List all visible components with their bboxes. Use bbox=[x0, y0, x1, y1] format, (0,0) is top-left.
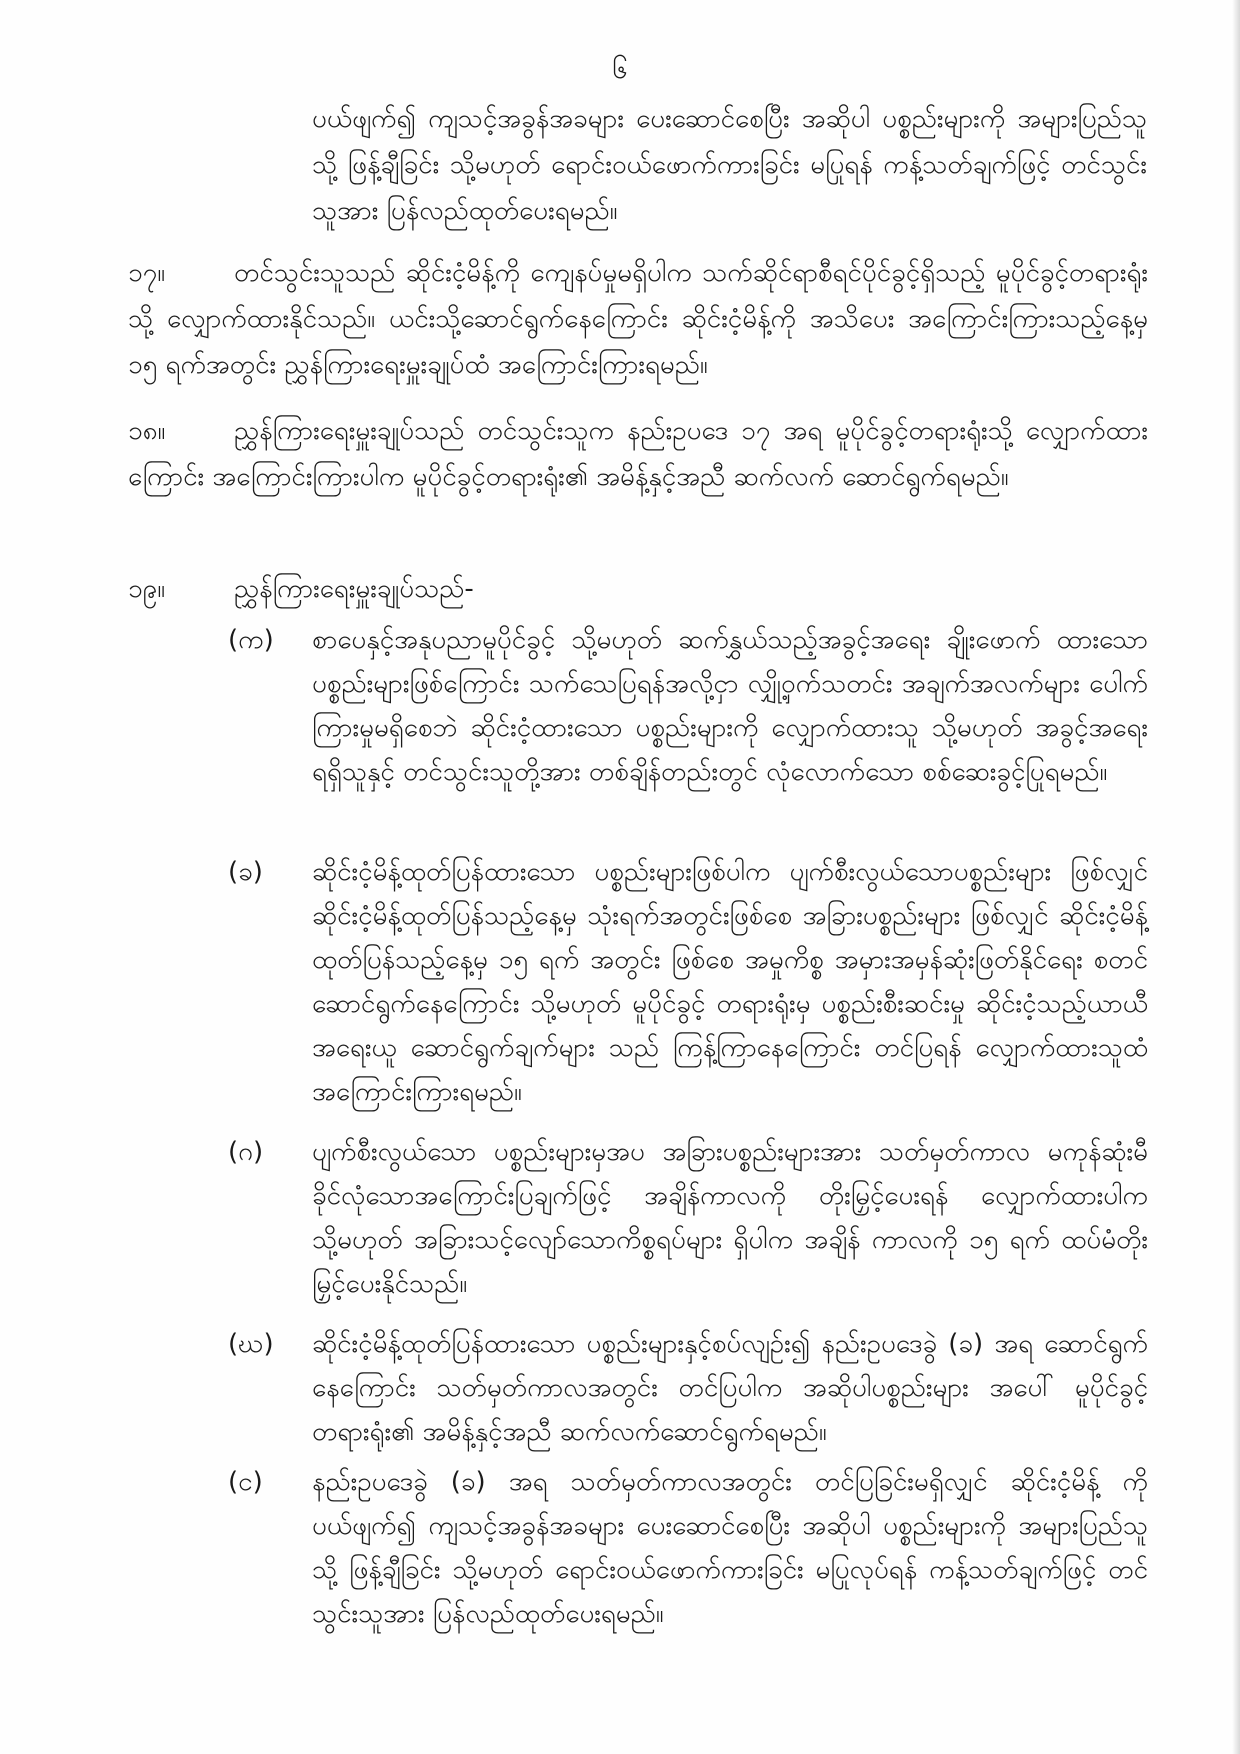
section-text: ညွှန်ကြားရေးမှူးချုပ်သည်- bbox=[234, 574, 474, 604]
subsection-text: စာပေနှင့်အနုပညာမူပိုင်ခွင့် သို့မဟုတ် ဆက်နွှယ်သည့်အခွင့်အရေး ချိုးဖောက် ထားသော ပစ္စည်းများဖြစ်ကြောင်း သက်သေပြရန်အလို့ငှာ လျှို့ဝှက်သတင်း အချက်အလက်များ ပေါက်ကြားမှုမရှိစေဘဲ ဆိုင်းငံ့ထားသော ပစ္စည်းများကို လျှောက်ထားသူ သို့မဟုတ် အခွင့်အရေးရရှိသူနှင့် တင်သွင်းသူတို့အား တစ်ချိန်တည်းတွင် လုံလောက်သော စစ်ဆေးခွင့်ပြုရမည်။ bbox=[312, 625, 1148, 787]
section-number: ၁၉။ bbox=[128, 574, 166, 604]
subsection-label: (င) bbox=[228, 1467, 263, 1497]
section-text: တင်သွင်းသူသည် ဆိုင်းငံ့မိန့်ကို ကျေနပ်မှုမရှိပါက သက်ဆိုင်ရာစီရင်ပိုင်ခွင့်ရှိသည့် မူပိုင်ခွင့်တရားရုံးသို့ လျှောက်ထားနိုင်သည်။ ယင်းသို့ဆောင်ရွက်နေကြောင်း ဆိုင်းငံ့မိန့်ကို အသိပေး အကြောင်းကြားသည့်နေ့မှ ၁၅ ရက်အတွင်း ညွှန်ကြားရေးမှူးချုပ်ထံ အကြောင်းကြားရမည်။ bbox=[128, 258, 1148, 380]
subsection-kha bbox=[228, 850, 1148, 1114]
subsection-text: ဆိုင်းငံ့မိန့်ထုတ်ပြန်ထားသော ပစ္စည်းများဖြစ်ပါက ပျက်စီးလွယ်သောပစ္စည်းများ ဖြစ်လျှင် ဆိုင်းငံ့မိန့်ထုတ်ပြန်သည့်နေ့မှ သုံးရက်အတွင်းဖြစ်စေ အခြားပစ္စည်းများ ဖြစ်လျှင် ဆိုင်းငံ့မိန့်ထုတ်ပြန်သည့်နေ့မှ ၁၅ ရက် အတွင်း ဖြစ်စေ အမှုကိစ္စ အမှားအမှန်ဆုံးဖြတ်နိုင်ရေး စတင်ဆောင်ရွက်နေကြောင်း သို့မဟုတ် မူပိုင်ခွင့် တရားရုံးမှ ပစ္စည်းစီးဆင်းမှု ဆိုင်းငံ့သည့်ယာယီအရေးယူ ဆောင်ရွက်ချက်များ သည် ကြန့်ကြာနေကြောင်း တင်ပြရန် လျှောက်ထားသူထံ အကြောင်းကြားရမည်။ bbox=[312, 857, 1148, 1107]
continuation-paragraph: ပယ်ဖျက်၍ ကျသင့်အခွန်အခများ ပေးဆောင်စေပြီး အဆိုပါ ပစ္စည်းများကို အများပြည်သူသို့ ဖြန့်ချီခြင်း သို့မဟုတ် ရောင်းဝယ်ဖောက်ကားခြင်း မပြုရန် ကန့်သတ်ချက်ဖြင့် တင်သွင်းသူအား ပြန်လည်ထုတ်ပေးရမည်။ bbox=[312, 104, 1147, 226]
section-number: ၁၈။ bbox=[128, 416, 166, 446]
page-number: ၆ bbox=[612, 54, 628, 85]
subsection-label: (ခ) bbox=[228, 857, 263, 887]
section-19 bbox=[128, 566, 1148, 612]
subsection-nga bbox=[228, 1460, 1148, 1636]
page-edge-shadow bbox=[1232, 0, 1240, 1754]
section-18 bbox=[128, 408, 1148, 500]
subsection-label: (ဃ) bbox=[228, 1329, 274, 1359]
subsection-text: နည်းဥပဒေခွဲ (ခ) အရ သတ်မှတ်ကာလအတွင်း တင်ပြခြင်းမရှိလျှင် ဆိုင်းငံ့မိန့် ကို ပယ်ဖျက်၍ ကျသင့်အခွန်အခများ ပေးဆောင်စေပြီး အဆိုပါ ပစ္စည်းများကို အများပြည်သူသို့ ဖြန့်ချီခြင်း သို့မဟုတ် ရောင်းဝယ်ဖောက်ကားခြင်း မပြုလုပ်ရန် ကန့်သတ်ချက်ဖြင့် တင်သွင်းသူအား ပြန်လည်ထုတ်ပေးရမည်။ bbox=[312, 1467, 1148, 1629]
subsection-text: ပျက်စီးလွယ်သော ပစ္စည်းများမှအပ အခြားပစ္စည်းများအား သတ်မှတ်ကာလ မကုန်ဆုံးမီ ခိုင်လုံသောအကြောင်းပြချက်ဖြင့် အချိန်ကာလကို တိုးမြှင့်ပေးရန် လျှောက်ထားပါက သို့မဟုတ် အခြားသင့်လျော်သောကိစ္စရပ်များ ရှိပါက အချိန် ကာလကို ၁၅ ရက် ထပ်မံတိုးမြှင့်ပေးနိုင်သည်။ bbox=[312, 1137, 1148, 1299]
section-text: ညွှန်ကြားရေးမှူးချုပ်သည် တင်သွင်းသူက နည်းဥပဒေ ၁၇ အရ မူပိုင်ခွင့်တရားရုံးသို့ လျှောက်ထားကြောင်း အကြောင်းကြားပါက မူပိုင်ခွင့်တရားရုံး၏ အမိန့်နှင့်အညီ ဆက်လက် ဆောင်ရွက်ရမည်။ bbox=[128, 416, 1148, 492]
section-number: ၁၇။ bbox=[128, 258, 166, 288]
subsection-label: (က) bbox=[228, 625, 274, 655]
subsection-gha bbox=[228, 1322, 1148, 1454]
subsection-label: (ဂ) bbox=[228, 1137, 264, 1167]
section-17 bbox=[128, 250, 1148, 388]
subsection-ga bbox=[228, 1130, 1148, 1306]
subsection-text: ဆိုင်းငံ့မိန့်ထုတ်ပြန်ထားသော ပစ္စည်းများနှင့်စပ်လျဉ်း၍ နည်းဥပဒေခွဲ (ခ) အရ ဆောင်ရွက်နေကြောင်း သတ်မှတ်ကာလအတွင်း တင်ပြပါက အဆိုပါပစ္စည်းများ အပေါ် မူပိုင်ခွင့်တရားရုံး၏ အမိန့်နှင့်အညီ ဆက်လက်ဆောင်ရွက်ရမည်။ bbox=[312, 1329, 1148, 1447]
subsection-ka bbox=[228, 618, 1148, 794]
